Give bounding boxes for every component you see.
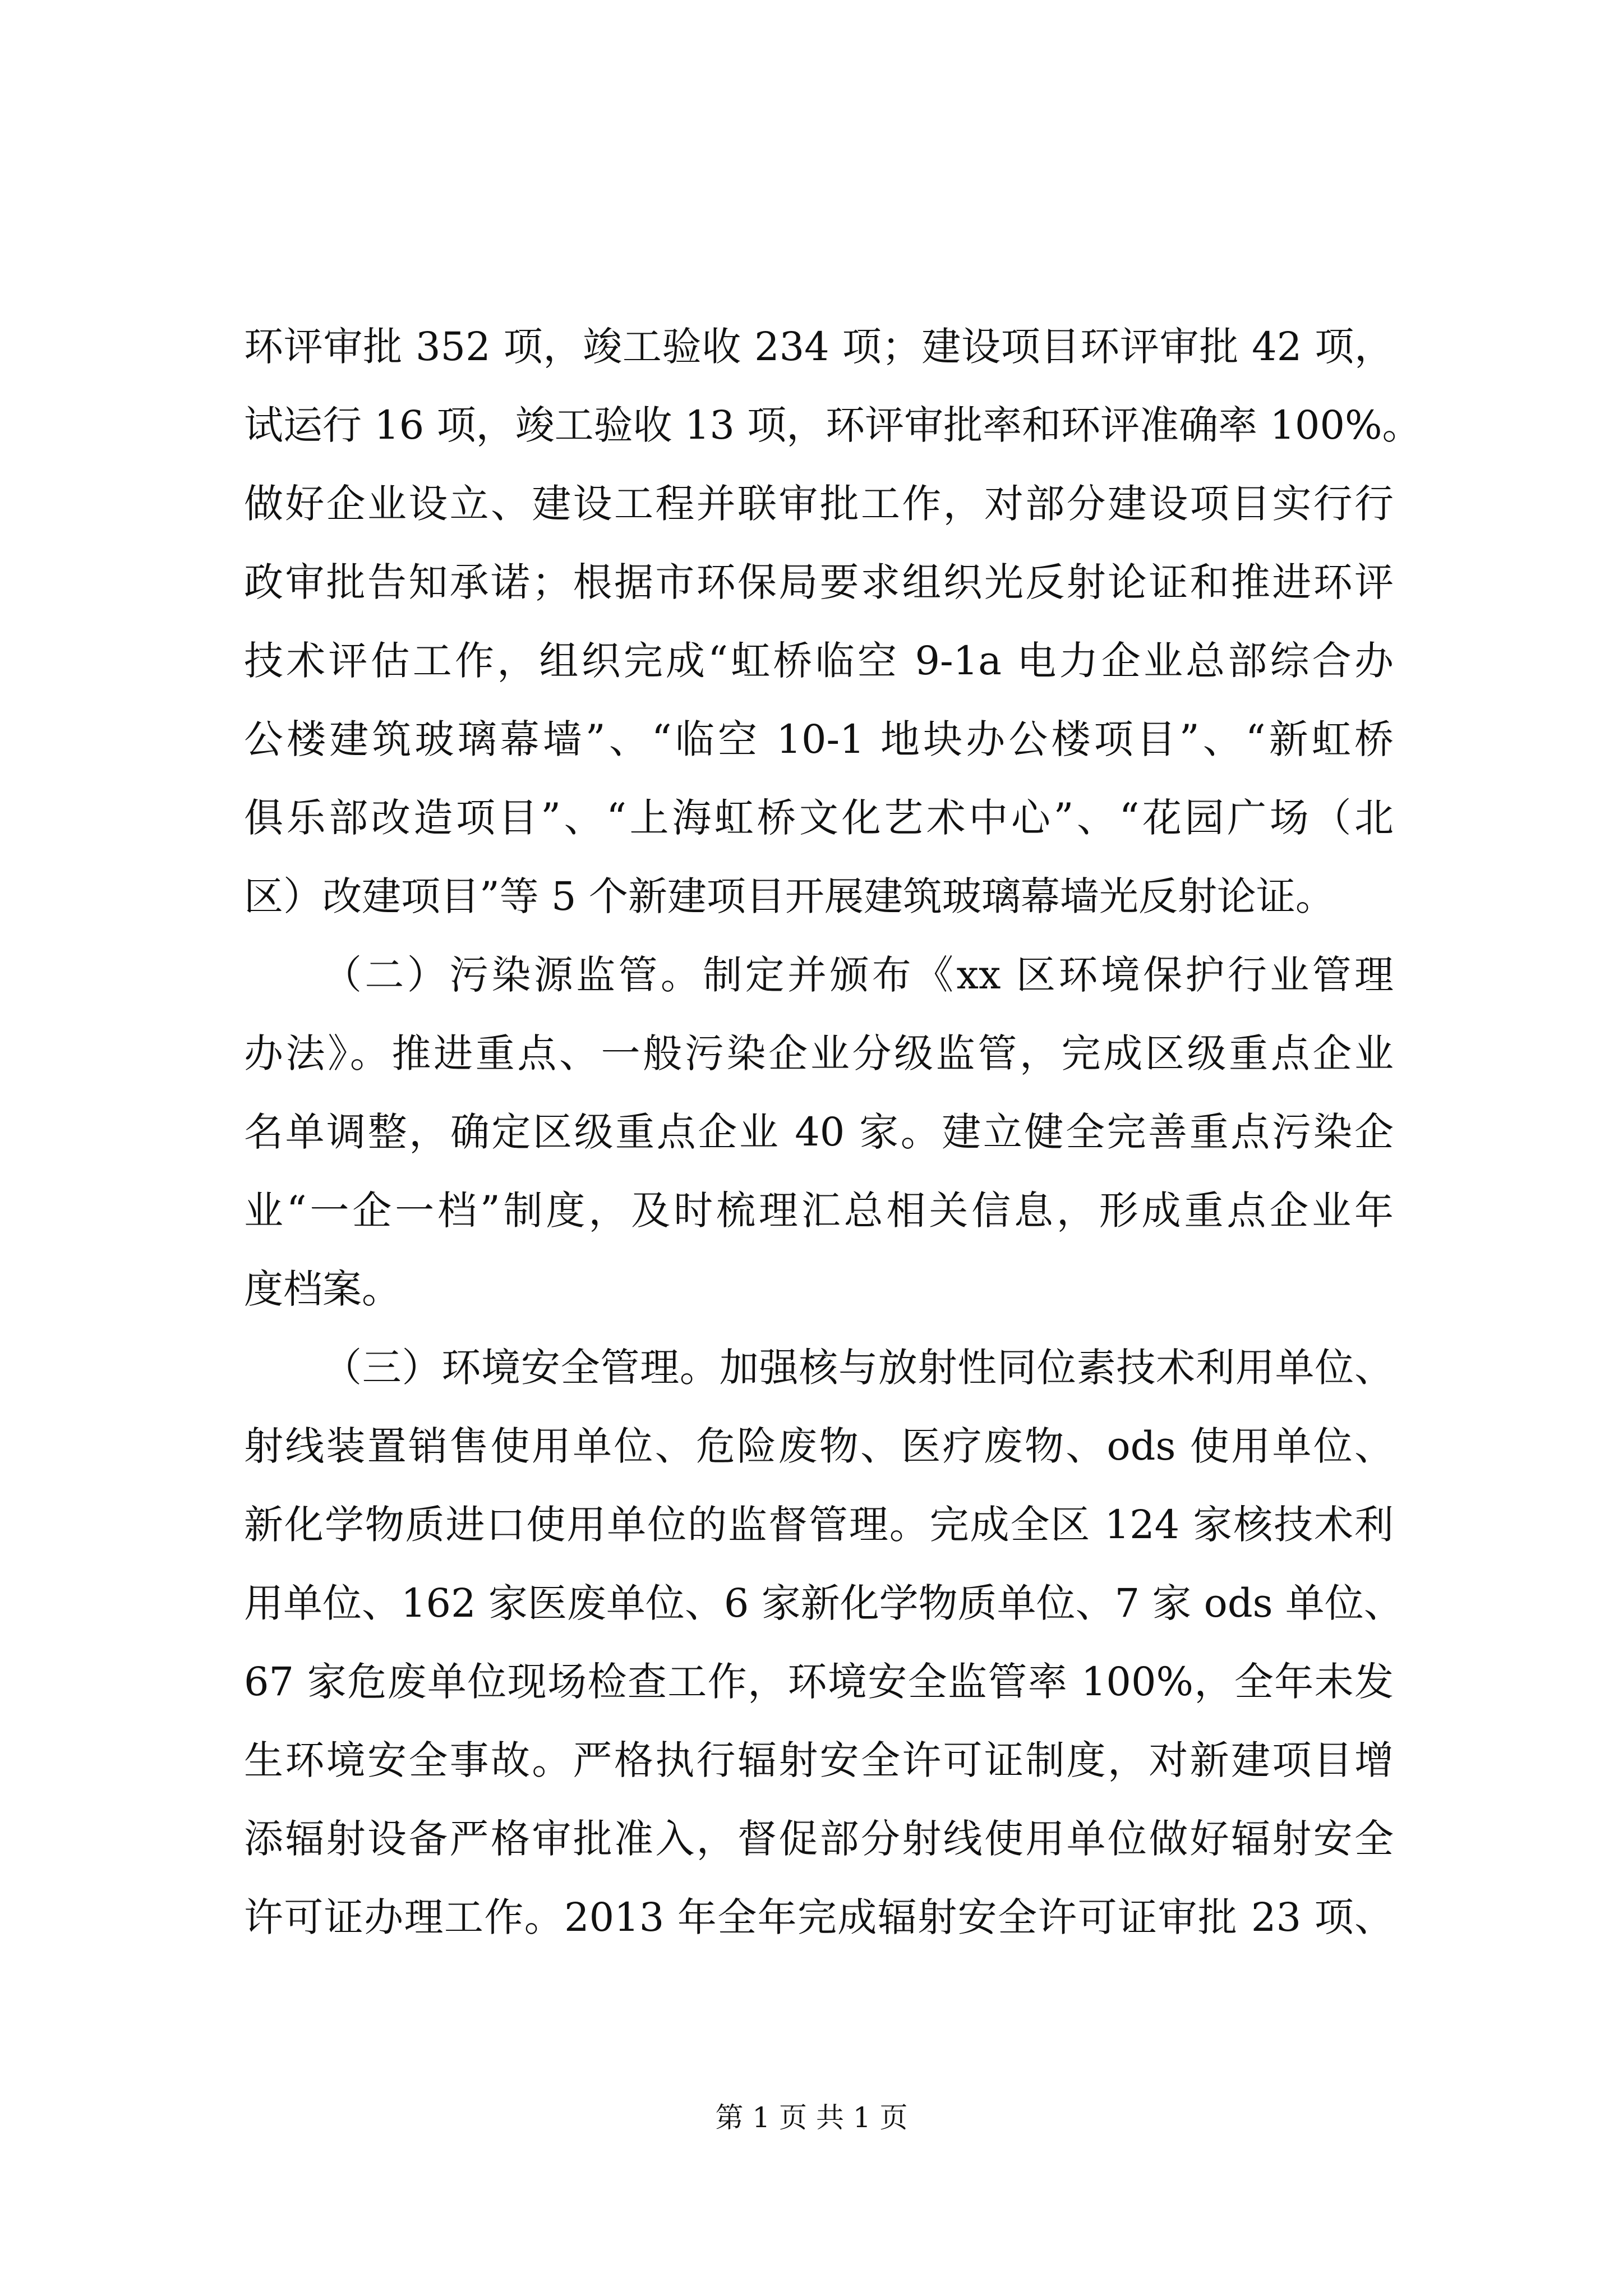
text-line: 公楼建筑玻璃幕墙”、“临空 10-1 地块办公楼项目”、“新虹桥 <box>244 716 1394 762</box>
text-line: 业“一企一档”制度，及时梳理汇总相关信息，形成重点企业年 <box>244 1188 1394 1234</box>
text-line: 添辐射设备严格审批准入，督促部分射线使用单位做好辐射安全 <box>244 1816 1394 1862</box>
section-heading-line: （三）环境安全管理。加强核与放射性同位素技术利用单位、 <box>322 1345 1394 1391</box>
text-line: 技术评估工作，组织完成“虹桥临空 9-1a 电力企业总部综合办 <box>244 638 1394 684</box>
text-line: 做好企业设立、建设工程并联审批工作，对部分建设项目实行行 <box>244 481 1394 527</box>
page-footer: 第 1 页 共 1 页 <box>715 2101 908 2134</box>
text-line: 射线装置销售使用单位、危险废物、医疗废物、ods 使用单位、 <box>244 1423 1394 1469</box>
text-line: 度档案。 <box>244 1266 401 1312</box>
document-body <box>244 307 1422 1957</box>
text-line: 新化学物质进口使用单位的监督管理。完成全区 124 家核技术利 <box>244 1502 1394 1548</box>
text-line: 办法》。推进重点、一般污染企业分级监管，完成区级重点企业 <box>244 1030 1394 1076</box>
text-line: 67 家危废单位现场检查工作，环境安全监管率 100%，全年未发 <box>244 1659 1394 1705</box>
text-line: 政审批告知承诺；根据市环保局要求组织光反射论证和推进环评 <box>244 559 1394 605</box>
text-line: 生环境安全事故。严格执行辐射安全许可证制度，对新建项目增 <box>244 1737 1394 1783</box>
text-line: 俱乐部改造项目”、“上海虹桥文化艺术中心”、“花园广场（北 <box>244 795 1394 841</box>
text-line: 环评审批 352 项，竣工验收 234 项；建设项目环评审批 42 项， <box>244 324 1394 370</box>
text-line: 名单调整，确定区级重点企业 40 家。建立健全完善重点污染企 <box>244 1109 1394 1155</box>
text-line: 试运行 16 项，竣工验收 13 项，环评审批率和环评准确率 100%。 <box>244 402 1422 448</box>
text-line: 用单位、162 家医废单位、6 家新化学物质单位、7 家 ods 单位、 <box>244 1580 1403 1626</box>
section-heading-line: （二）污染源监管。制定并颁布《xx 区环境保护行业管理 <box>322 952 1394 998</box>
text-line: 区）改建项目”等 5 个新建项目开展建筑玻璃幕墙光反射论证。 <box>244 873 1335 919</box>
text-line: 许可证办理工作。2013 年全年完成辐射安全许可证审批 23 项、 <box>244 1894 1394 1940</box>
